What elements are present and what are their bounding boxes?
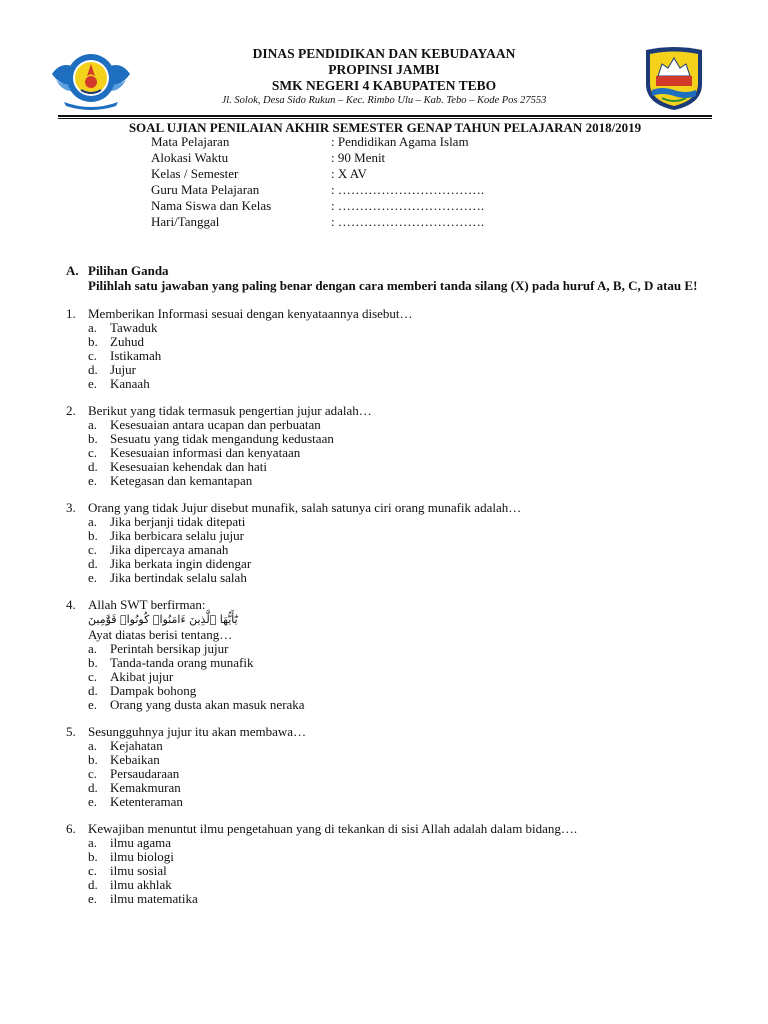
option-text: Jujur — [110, 362, 136, 377]
question-subtext: Ayat diatas berisi tentang… — [88, 627, 233, 642]
option-text: Jika dipercaya amanah — [110, 542, 229, 557]
option-letter: e. — [88, 473, 98, 488]
letterhead-address: Jl. Solok, Desa Sido Rukun – Kec. Rimbo Ulu – Kab. Tebo – Kode Pos 27553 — [221, 95, 547, 106]
tut-wuri-handayani-emblem-icon — [50, 44, 132, 112]
info-label: Nama Siswa dan Kelas — [151, 198, 272, 213]
letterhead-divider-thin — [58, 118, 712, 119]
option-text: ilmu biologi — [110, 849, 174, 864]
option-text: Kesesuaian informasi dan kenyataan — [110, 445, 301, 460]
question-list — [66, 307, 716, 919]
question-number: 1. — [66, 306, 76, 321]
option-text: Kebaikan — [110, 752, 160, 767]
question-number: 5. — [66, 724, 76, 739]
question-number: 4. — [66, 597, 76, 612]
info-row-teacher — [151, 182, 484, 198]
option-letter: c. — [88, 669, 98, 684]
option-a — [88, 739, 716, 753]
option-text: Ketenteraman — [110, 794, 183, 809]
question-2 — [66, 404, 716, 488]
option-text: Akibat jujur — [110, 669, 174, 684]
option-text: Persaudaraan — [110, 766, 180, 781]
jambi-province-emblem-icon — [642, 46, 706, 112]
option-letter: a. — [88, 738, 98, 753]
option-text: ilmu akhlak — [110, 877, 172, 892]
option-b — [88, 335, 716, 349]
option-text: ilmu matematika — [110, 891, 198, 906]
quran-verse: يَٰٓأَيُّهَا ٱلَّذِينَ ءَامَنُوا۟ كُونُوا۟ قَوَّٰمِينَ — [88, 613, 238, 626]
option-letter: c. — [88, 766, 98, 781]
option-d — [88, 684, 716, 698]
option-text: Jika berbicara selalu jujur — [110, 528, 244, 543]
option-a — [88, 642, 716, 656]
option-d — [88, 363, 716, 377]
info-value: : Pendidikan Agama Islam — [331, 134, 469, 149]
option-a — [88, 321, 716, 335]
option-text: Kejahatan — [110, 738, 163, 753]
option-text: Jika bertindak selalu salah — [110, 570, 247, 585]
exam-info-table — [151, 134, 484, 230]
option-d — [88, 460, 716, 474]
info-value: : ……………………………. — [331, 198, 485, 213]
option-e — [88, 892, 716, 906]
option-text: Tanda-tanda orang munafik — [110, 655, 254, 670]
letterhead-province: PROPINSI JAMBI — [328, 62, 440, 77]
question-number: 2. — [66, 403, 76, 418]
option-text: Dampak bohong — [110, 683, 197, 698]
option-letter: b. — [88, 431, 98, 446]
option-letter: c. — [88, 863, 98, 878]
info-value: : ……………………………. — [331, 182, 485, 197]
option-letter: b. — [88, 752, 98, 767]
option-text: Jika berkata ingin didengar — [110, 556, 252, 571]
option-text: Kanaah — [110, 376, 150, 391]
option-text: Kesesuaian antara ucapan dan perbuatan — [110, 417, 321, 432]
option-letter: d. — [88, 362, 98, 377]
option-a — [88, 836, 716, 850]
option-letter: a. — [88, 320, 98, 335]
option-letter: b. — [88, 334, 98, 349]
option-c — [88, 670, 716, 684]
option-c — [88, 543, 716, 557]
info-row-date — [151, 214, 484, 230]
option-a — [88, 418, 716, 432]
option-d — [88, 557, 716, 571]
info-label: Guru Mata Pelajaran — [151, 182, 260, 197]
section-multiple-choice — [66, 263, 716, 294]
option-letter: b. — [88, 849, 98, 864]
question-number: 6. — [66, 821, 76, 836]
question-number: 3. — [66, 500, 76, 515]
option-letter: c. — [88, 348, 98, 363]
exam-title: SOAL UJIAN PENILAIAN AKHIR SEMESTER GENAP TAHUN PELAJARAN 2018/2019 — [128, 120, 642, 135]
info-label: Kelas / Semester — [151, 166, 239, 181]
info-value: : ……………………………. — [331, 214, 485, 229]
option-text: Orang yang dusta akan masuk neraka — [110, 697, 305, 712]
info-label: Alokasi Waktu — [151, 150, 229, 165]
option-letter: d. — [88, 683, 98, 698]
option-letter: a. — [88, 835, 98, 850]
option-c — [88, 349, 716, 363]
option-letter: e. — [88, 570, 98, 585]
letterhead-agency: DINAS PENDIDIKAN DAN KEBUDAYAAN — [252, 46, 516, 61]
section-heading — [66, 263, 716, 278]
option-letter: d. — [88, 780, 98, 795]
question-6 — [66, 822, 716, 906]
option-text: ilmu agama — [110, 835, 172, 850]
option-text: Ketegasan dan kemantapan — [110, 473, 253, 488]
option-text: Perintah bersikap jujur — [110, 641, 229, 656]
question-text: Allah SWT berfirman: — [88, 597, 206, 612]
option-text: ilmu sosial — [110, 863, 167, 878]
option-e — [88, 698, 716, 712]
letterhead-divider — [58, 115, 712, 117]
info-value: : 90 Menit — [331, 150, 386, 165]
option-c — [88, 767, 716, 781]
option-b — [88, 432, 716, 446]
option-text: Jika berjanji tidak ditepati — [110, 514, 246, 529]
info-value: : X AV — [331, 166, 367, 181]
option-e — [88, 377, 716, 391]
option-letter: e. — [88, 376, 98, 391]
info-label: Hari/Tanggal — [151, 214, 220, 229]
question-text: Orang yang tidak Jujur disebut munafik, salah satunya ciri orang munafik adalah… — [88, 500, 522, 515]
option-b — [88, 656, 716, 670]
option-text: Sesuatu yang tidak mengandung kedustaan — [110, 431, 334, 446]
option-letter: a. — [88, 641, 98, 656]
question-1 — [66, 307, 716, 391]
option-c — [88, 446, 716, 460]
option-a — [88, 515, 716, 529]
section-letter: A. — [66, 263, 79, 278]
option-b — [88, 850, 716, 864]
question-5 — [66, 725, 716, 809]
option-letter: d. — [88, 877, 98, 892]
info-label: Mata Pelajaran — [151, 134, 230, 149]
question-3 — [66, 501, 716, 585]
option-letter: e. — [88, 697, 98, 712]
option-letter: b. — [88, 528, 98, 543]
option-b — [88, 753, 716, 767]
info-row-student — [151, 198, 484, 214]
option-letter: a. — [88, 514, 98, 529]
option-d — [88, 781, 716, 795]
option-letter: c. — [88, 542, 98, 557]
option-b — [88, 529, 716, 543]
option-letter: b. — [88, 655, 98, 670]
section-title: Pilihan Ganda — [88, 263, 169, 278]
option-text: Istikamah — [110, 348, 162, 363]
option-e — [88, 795, 716, 809]
info-row-subject — [151, 134, 484, 150]
option-letter: e. — [88, 794, 98, 809]
letterhead-school: SMK NEGERI 4 KABUPATEN TEBO — [271, 78, 497, 93]
option-letter: d. — [88, 556, 98, 571]
option-d — [88, 878, 716, 892]
option-text: Kemakmuran — [110, 780, 181, 795]
option-letter: e. — [88, 891, 98, 906]
section-instruction: Pilihlah satu jawaban yang paling benar dengan cara memberi tanda silang (X) pada huruf A, B, C, D atau E! — [88, 278, 698, 293]
question-text: Sesungguhnya jujur itu akan membawa… — [88, 724, 307, 739]
option-letter: c. — [88, 445, 98, 460]
option-e — [88, 474, 716, 488]
option-letter: d. — [88, 459, 98, 474]
info-row-duration — [151, 150, 484, 166]
option-letter: a. — [88, 417, 98, 432]
question-4 — [66, 598, 716, 712]
option-text: Zuhud — [110, 334, 144, 349]
question-text: Berikut yang tidak termasuk pengertian jujur adalah… — [88, 403, 372, 418]
option-text: Tawaduk — [110, 320, 158, 335]
question-text: Kewajiban menuntut ilmu pengetahuan yang di tekankan di sisi Allah adalah dalam bidang…. — [88, 821, 578, 836]
option-text: Kesesuaian kehendak dan hati — [110, 459, 268, 474]
info-row-class — [151, 166, 484, 182]
question-text: Memberikan Informasi sesuai dengan kenyataannya disebut… — [88, 306, 413, 321]
option-c — [88, 864, 716, 878]
option-e — [88, 571, 716, 585]
